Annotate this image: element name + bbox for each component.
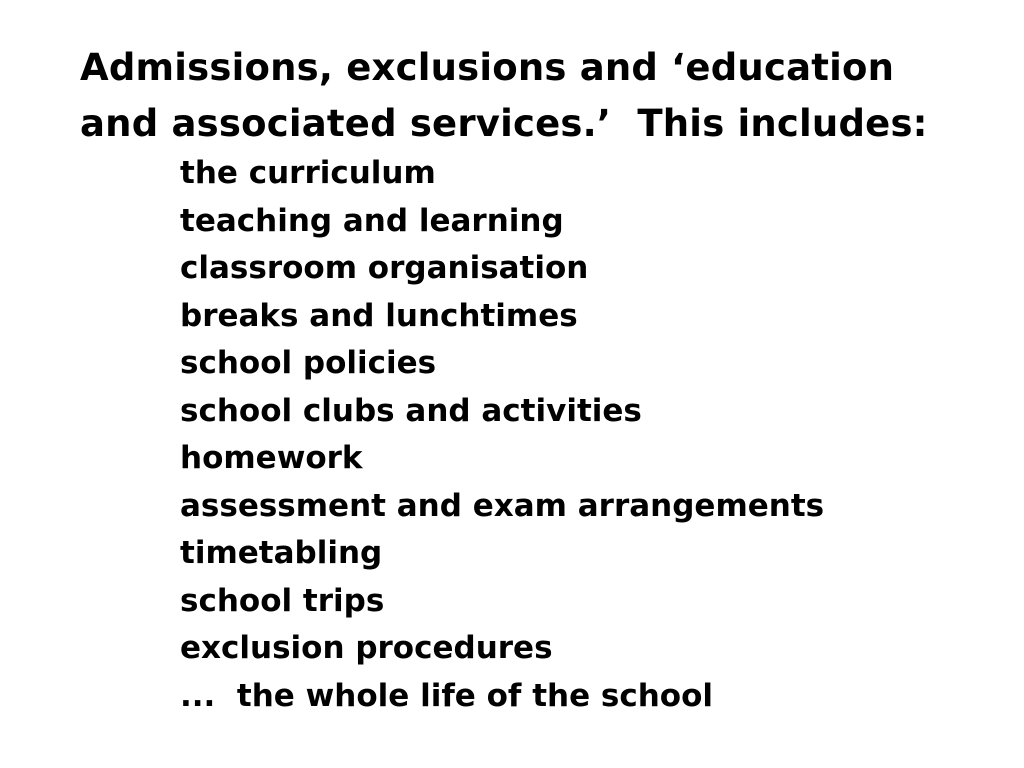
list-item-school-trips: school trips [180, 582, 385, 619]
list-item-homework: homework [180, 440, 363, 476]
list-item-school-policies: school policies [180, 345, 437, 381]
list-item-assessment-exams: assessment and exam arrangements [180, 487, 825, 524]
list-item-teaching-learning: teaching and learning [180, 202, 564, 239]
slide-heading [80, 40, 1000, 152]
list-item-timetabling: timetabling [180, 535, 383, 571]
list-item-exclusion-procedures: exclusion procedures [180, 630, 553, 666]
list-item-whole-life: ... the whole life of the school [180, 677, 714, 714]
list-item-clubs-activities: school clubs and activities [180, 392, 642, 429]
list-item-curriculum: the curriculum [180, 155, 436, 191]
heading-line-2: and associated services.’ This includes: [80, 102, 928, 145]
includes-list [180, 150, 1000, 720]
list-item-classroom-organisation: classroom organisation [180, 250, 589, 286]
list-item-breaks-lunchtimes: breaks and lunchtimes [180, 297, 578, 334]
heading-line-1: Admissions, exclusions and ‘education [80, 46, 895, 89]
